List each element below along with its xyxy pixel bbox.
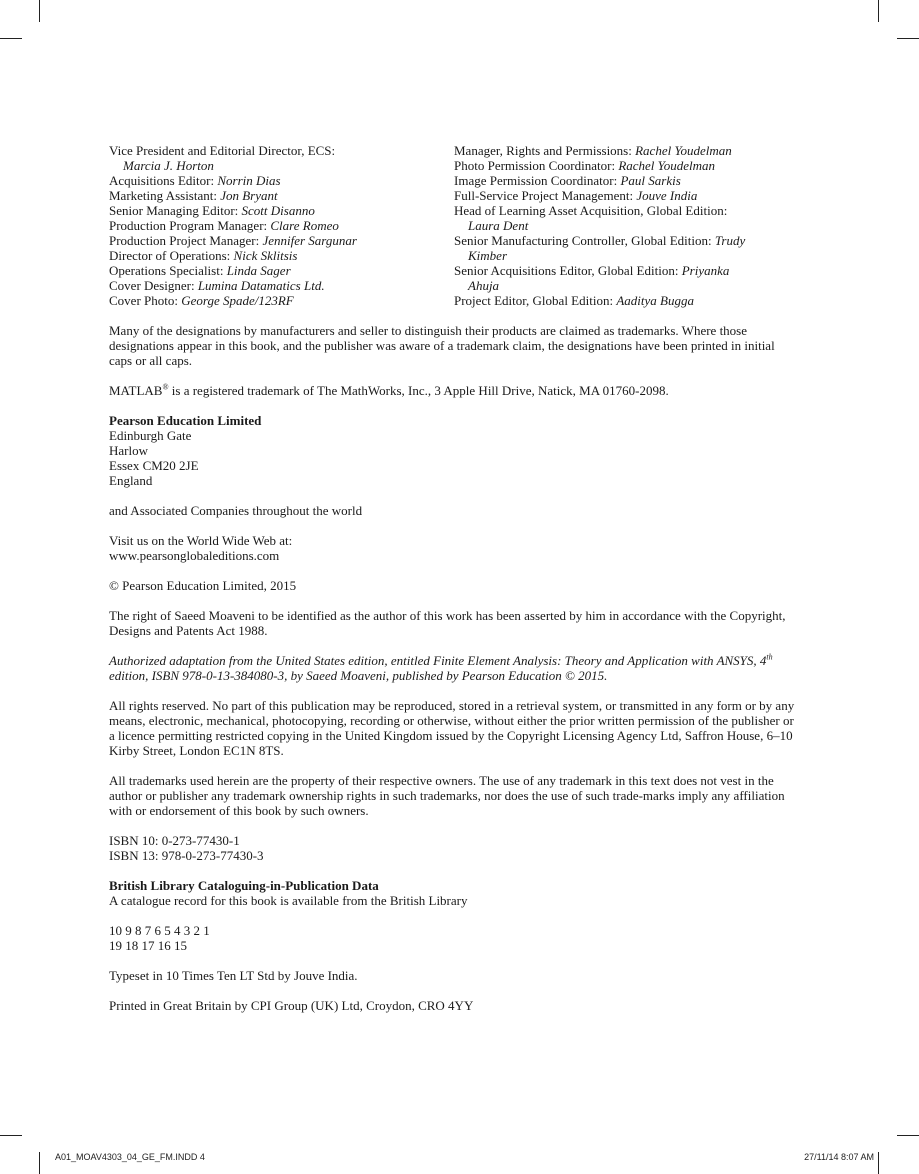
printed-note: Printed in Great Britain by CPI Group (UK) Ltd, Croydon, CRO 4YY bbox=[109, 998, 474, 1013]
credit-line bbox=[454, 218, 799, 233]
credit-role: Senior Manufacturing Controller, Global Edition: bbox=[454, 233, 715, 248]
isbn-10: ISBN 10: 0-273-77430-1 bbox=[109, 833, 240, 848]
credit-role: Cover Designer: bbox=[109, 278, 198, 293]
credit-line bbox=[109, 188, 454, 203]
publisher-name: Pearson Education Limited bbox=[109, 413, 262, 428]
footer-file-name: A01_MOAV4303_04_GE_FM.INDD 4 bbox=[55, 1152, 205, 1162]
associated-companies: and Associated Companies throughout the world bbox=[109, 503, 363, 518]
credit-name: Clare Romeo bbox=[270, 218, 339, 233]
credit-name: Priyanka bbox=[681, 263, 730, 278]
credits-right-column bbox=[454, 143, 799, 308]
credit-role: Production Project Manager: bbox=[109, 233, 263, 248]
credit-name: Paul Sarkis bbox=[620, 173, 681, 188]
credit-role: Project Editor, Global Edition: bbox=[454, 293, 617, 308]
adaptation-part2: edition, ISBN 978-0-13-384080-3, by Saeed Moaveni, published by Pearson Education © 2015. bbox=[109, 668, 608, 683]
cip-text: A catalogue record for this book is available from the British Library bbox=[109, 893, 468, 908]
isbn-13: ISBN 13: 978-0-273-77430-3 bbox=[109, 848, 264, 863]
credit-line bbox=[454, 158, 799, 173]
credit-line bbox=[454, 278, 799, 293]
credit-line bbox=[454, 233, 799, 248]
credit-role: Director of Operations: bbox=[109, 248, 234, 263]
credit-line bbox=[109, 248, 454, 263]
web-label: Visit us on the World Wide Web at: bbox=[109, 533, 293, 548]
credit-role: Marketing Assistant: bbox=[109, 188, 221, 203]
credit-role: Head of Learning Asset Acquisition, Global Edition: bbox=[454, 203, 728, 218]
author-right: The right of Saeed Moaveni to be identified as the author of this work has been asserted by him in accordance with the Copyright, Designs and Patents Act 1988. bbox=[109, 608, 786, 638]
credit-role: Production Program Manager: bbox=[109, 218, 271, 233]
print-line-block bbox=[109, 923, 799, 953]
credit-role: Acquisitions Editor: bbox=[109, 173, 218, 188]
credit-line bbox=[454, 203, 799, 218]
typeset-note: Typeset in 10 Times Ten LT Std by Jouve India. bbox=[109, 968, 358, 983]
credit-name: Jennifer Sargunar bbox=[262, 233, 357, 248]
credit-line bbox=[454, 263, 799, 278]
trademarks-owners: All trademarks used herein are the property of their respective owners. The use of any trademark in this text does not vest in the author or publisher any trademark ownership rights in such trademarks, nor does the use of such trade-marks imply any affiliation with or endorsement of this book by such owners. bbox=[109, 773, 785, 818]
address-line: England bbox=[109, 473, 153, 488]
adaptation-part1: Authorized adaptation from the United States edition, entitled Finite Element Analysis: Theory and Application with ANSYS, 4 bbox=[109, 653, 767, 668]
credit-role: Photo Permission Coordinator: bbox=[454, 158, 619, 173]
publisher-address bbox=[109, 413, 799, 488]
registered-mark: ® bbox=[162, 382, 169, 392]
rights-reserved: All rights reserved. No part of this publication may be reproduced, stored in a retrieval system, or transmitted in any form or by any means, electronic, mechanical, photocopying, recording or otherwise, without either the prior written permission of the publisher or a licence permitting restricted copying in the United Kingdom issued by the Copyright Licensing Agency Ltd, Saffron House, 6–10 Kirby Street, London EC1N 8TS. bbox=[109, 698, 795, 758]
crop-mark-top-right-h bbox=[897, 38, 919, 39]
credit-line bbox=[109, 203, 454, 218]
credit-line bbox=[109, 143, 454, 158]
address-line: Essex CM20 2JE bbox=[109, 458, 199, 473]
credit-name: Ahuja bbox=[468, 278, 500, 293]
credit-line bbox=[454, 188, 799, 203]
credit-role: Operations Specialist: bbox=[109, 263, 227, 278]
credit-line bbox=[109, 278, 454, 293]
credit-role: Cover Photo: bbox=[109, 293, 182, 308]
credit-name: Rachel Youdelman bbox=[635, 143, 732, 158]
credit-name: Scott Disanno bbox=[241, 203, 315, 218]
web-info bbox=[109, 533, 799, 563]
crop-mark-bottom-left-h bbox=[0, 1135, 22, 1136]
credit-name: Kimber bbox=[468, 248, 507, 263]
credit-name: Linda Sager bbox=[226, 263, 291, 278]
credit-name: Aaditya Bugga bbox=[616, 293, 694, 308]
address-line: Edinburgh Gate bbox=[109, 428, 192, 443]
credit-line bbox=[109, 233, 454, 248]
crop-mark-top-right-v bbox=[878, 0, 879, 22]
credit-line bbox=[109, 218, 454, 233]
credit-name: George Spade/123RF bbox=[181, 293, 294, 308]
credit-line bbox=[109, 293, 454, 308]
credit-name: Rachel Youdelman bbox=[618, 158, 715, 173]
matlab-text: is a registered trademark of The MathWorks, Inc., 3 Apple Hill Drive, Natick, MA 01760-2098. bbox=[168, 383, 669, 398]
matlab-name: MATLAB bbox=[109, 383, 163, 398]
trademark-notice: Many of the designations by manufacturers and seller to distinguish their products are claimed as trademarks. Where those designations appear in this book, and the publisher was aware of a trademark claim, the designations have been printed in initial caps or all caps. bbox=[109, 323, 775, 368]
credits-left-column bbox=[109, 143, 454, 308]
address-line: Harlow bbox=[109, 443, 148, 458]
credit-line bbox=[454, 143, 799, 158]
crop-mark-bottom-right-h bbox=[897, 1135, 919, 1136]
cip-title: British Library Cataloguing-in-Publication Data bbox=[109, 878, 379, 893]
copyright-line: © Pearson Education Limited, 2015 bbox=[109, 578, 297, 593]
credit-name: Lumina Datamatics Ltd. bbox=[197, 278, 325, 293]
adaptation-note bbox=[109, 653, 799, 683]
credits-columns bbox=[109, 143, 799, 308]
credit-role: Senior Acquisitions Editor, Global Edition: bbox=[454, 263, 682, 278]
cip-block bbox=[109, 878, 799, 908]
credit-role: Full-Service Project Management: bbox=[454, 188, 637, 203]
credit-name: Nick Sklitsis bbox=[233, 248, 298, 263]
credit-name: Jon Bryant bbox=[220, 188, 278, 203]
credit-line bbox=[109, 263, 454, 278]
credit-role: Senior Managing Editor: bbox=[109, 203, 242, 218]
credit-line bbox=[109, 158, 454, 173]
credit-name: Laura Dent bbox=[468, 218, 529, 233]
adaptation-sup: th bbox=[766, 652, 773, 662]
credit-name: Jouve India bbox=[636, 188, 698, 203]
crop-mark-top-left-h bbox=[0, 38, 22, 39]
credit-line bbox=[454, 173, 799, 188]
print-line: 10 9 8 7 6 5 4 3 2 1 bbox=[109, 923, 210, 938]
crop-mark-top-left-v bbox=[39, 0, 40, 22]
credit-role: Manager, Rights and Permissions: bbox=[454, 143, 636, 158]
credit-role: Image Permission Coordinator: bbox=[454, 173, 621, 188]
credit-line bbox=[454, 248, 799, 263]
crop-mark-bottom-left-v bbox=[39, 1152, 40, 1174]
crop-mark-bottom-right-v bbox=[878, 1152, 879, 1174]
credit-name: Marcia J. Horton bbox=[123, 158, 214, 173]
print-year-line: 19 18 17 16 15 bbox=[109, 938, 187, 953]
isbn-block bbox=[109, 833, 799, 863]
credit-name: Norrin Dias bbox=[217, 173, 281, 188]
credit-name: Trudy bbox=[714, 233, 746, 248]
copyright-page bbox=[109, 143, 799, 1028]
web-url: www.pearsonglobaleditions.com bbox=[109, 548, 280, 563]
credit-line bbox=[454, 293, 799, 308]
credit-role: Vice President and Editorial Director, ECS: bbox=[109, 143, 336, 158]
footer-timestamp: 27/11/14 8:07 AM bbox=[804, 1152, 874, 1162]
credit-line bbox=[109, 173, 454, 188]
matlab-notice bbox=[109, 383, 799, 398]
